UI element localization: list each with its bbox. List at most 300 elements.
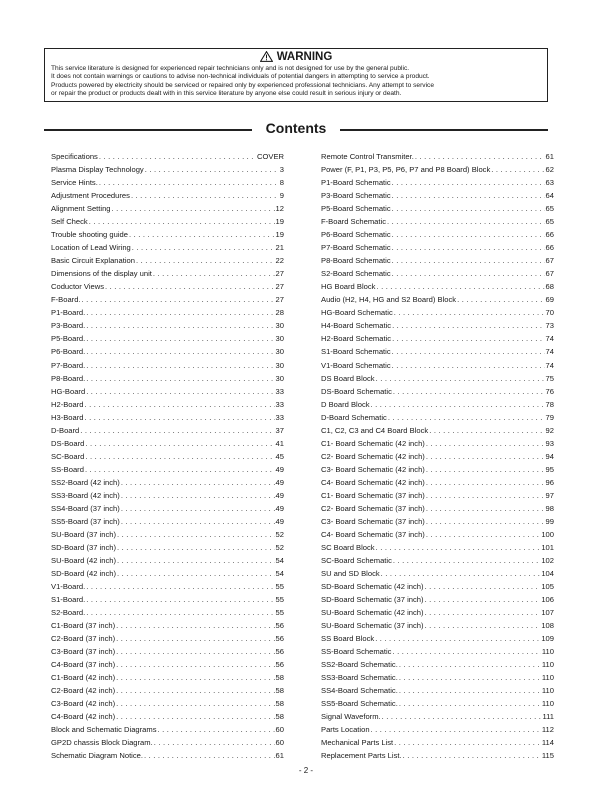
page-number: - 2 -: [298, 766, 314, 775]
toc-entry[interactable]: [51, 398, 284, 411]
toc-entry[interactable]: [321, 723, 554, 736]
toc-entry-title: Specifications: [51, 152, 98, 161]
toc-dot-leader: [426, 502, 545, 515]
toc-entry-page: 92: [545, 425, 554, 435]
toc-entry[interactable]: [51, 241, 284, 254]
toc-entry[interactable]: [321, 345, 554, 358]
toc-entry-title: V1-Board.: [51, 582, 86, 592]
toc-entry-title: C3-Board (42 inch): [51, 699, 116, 709]
toc-entry[interactable]: [321, 476, 554, 489]
toc-entry-title: C2- Board Schematic (42 inch): [321, 451, 425, 461]
toc-entry-title: S2-Board Schematic: [321, 269, 391, 279]
toc-entry-title: F-Board Schematic: [321, 217, 386, 227]
toc-entry-page: 74: [545, 334, 554, 344]
toc-entry[interactable]: [321, 359, 554, 372]
warning-line: This service literature is designed for experienced repair technicians only and is not designed for use by the general public.: [51, 65, 410, 72]
toc-entry-title: Remote Control Transmiter.: [321, 152, 414, 161]
toc-dot-leader: [425, 580, 541, 593]
toc-entry[interactable]: [321, 671, 554, 684]
toc-entry-title: SU and SD Block: [321, 569, 380, 578]
toc-entry-title: SS-Board Schematic: [321, 647, 392, 657]
toc-entry-title: S2-Board.: [51, 608, 86, 618]
toc-dot-leader: [86, 580, 274, 593]
toc-entry[interactable]: [51, 723, 284, 736]
toc-entry[interactable]: [321, 658, 554, 671]
toc-entry[interactable]: [51, 697, 284, 710]
toc-dot-leader: [86, 319, 274, 332]
toc-entry[interactable]: [321, 502, 554, 515]
toc-dot-leader: [85, 411, 275, 424]
toc-dot-leader: [392, 332, 544, 345]
toc-entry-title: SS2-Board (42 inch): [51, 477, 120, 487]
toc-entry[interactable]: [51, 332, 284, 345]
toc-entry[interactable]: [51, 671, 284, 684]
toc-dot-leader: [392, 345, 545, 358]
toc-entry-page: 67: [545, 256, 554, 266]
toc-entry[interactable]: [51, 280, 284, 293]
toc-entry-page: 22: [275, 256, 284, 266]
toc-entry-page: 8: [279, 178, 284, 188]
toc-dot-leader: [392, 189, 545, 202]
toc-entry[interactable]: [51, 658, 284, 671]
warning-triangle-icon: [260, 51, 273, 62]
toc-entry[interactable]: [51, 424, 284, 437]
toc-entry[interactable]: [321, 372, 554, 385]
toc-entry[interactable]: [321, 385, 554, 398]
toc-entry-title: C2-Board (37 inch): [51, 634, 116, 644]
toc-entry[interactable]: [51, 176, 284, 189]
toc-entry-title: SD-Board Schematic (42 inch): [321, 582, 424, 592]
toc-entry[interactable]: [51, 645, 284, 658]
toc-entry-page: 79: [545, 412, 554, 422]
toc-dot-leader: [85, 463, 275, 476]
toc-entry-title: Trouble shooting guide: [51, 230, 128, 240]
toc-dot-leader: [86, 306, 274, 319]
toc-entry-title: C4- Board Schematic (37 inch): [321, 529, 425, 539]
toc-entry[interactable]: [321, 593, 554, 606]
toc-entry[interactable]: [321, 541, 554, 554]
toc-entry-page: 61: [275, 751, 284, 761]
toc-entry[interactable]: [321, 632, 554, 645]
toc-entry[interactable]: [51, 502, 284, 515]
toc-entry[interactable]: [321, 280, 554, 293]
toc-entry[interactable]: [321, 619, 554, 632]
toc-entry-page: 67: [545, 269, 554, 279]
toc-entry-page: 56: [275, 647, 284, 657]
toc-entry[interactable]: [51, 437, 284, 450]
toc-entry[interactable]: [321, 489, 554, 502]
toc-entry[interactable]: [51, 554, 284, 567]
toc-dot-leader: [392, 228, 545, 241]
toc-entry-page: 52: [275, 542, 284, 552]
toc-entry-page: 30: [275, 347, 284, 357]
toc-entry[interactable]: [51, 306, 284, 319]
toc-entry[interactable]: [51, 450, 284, 463]
toc-entry[interactable]: [321, 293, 554, 306]
toc-entry-page: 112: [541, 725, 554, 735]
toc-entry-page: 30: [275, 373, 284, 383]
toc-entry[interactable]: [321, 398, 554, 411]
toc-dot-leader: [116, 645, 274, 658]
toc-entry-title: C3-Board (37 inch): [51, 647, 116, 657]
toc-entry-title: Mechanical Parts List: [321, 738, 394, 748]
toc-entry[interactable]: [321, 215, 554, 228]
toc-entry-page: 27: [275, 269, 284, 279]
toc-entry-title: Audio (H2, H4, HG and S2 Board) Block: [321, 295, 457, 305]
toc-dot-leader: [99, 150, 256, 163]
toc-entry-page: 107: [541, 608, 554, 618]
toc-dot-leader: [371, 723, 541, 736]
toc-entry[interactable]: [51, 528, 284, 541]
toc-entry[interactable]: [51, 189, 284, 202]
toc-dot-leader: [116, 684, 274, 697]
toc-entry-title: P7-Board.: [51, 360, 86, 370]
toc-entry-page: 68: [545, 282, 554, 292]
toc-entry-title: Replacement Parts List.: [321, 751, 402, 761]
toc-entry[interactable]: [51, 567, 284, 580]
toc-entry-title: SC-Board Schematic: [321, 555, 392, 565]
toc-dot-leader: [86, 372, 274, 385]
toc-entry-title: SC-Board: [51, 451, 85, 461]
toc-entry[interactable]: [321, 254, 554, 267]
toc-entry-title: C2-Board (42 inch): [51, 686, 116, 696]
toc-dot-leader: [399, 658, 541, 671]
toc-entry[interactable]: [321, 710, 554, 723]
toc-entry[interactable]: [51, 202, 284, 215]
toc-entry[interactable]: [51, 684, 284, 697]
toc-entry-title: Parts Location: [321, 725, 370, 735]
toc-entry-page: 30: [275, 360, 284, 370]
toc-dot-leader: [426, 489, 545, 502]
toc-entry[interactable]: [51, 541, 284, 554]
toc-entry-page: 109: [541, 634, 554, 644]
warning-line: Products powered by electricity should be serviced or repaired only by experienced professional technicians. Any attempt to service: [51, 81, 435, 89]
toc-entry-title: SS-Board: [51, 464, 84, 474]
toc-dot-leader: [392, 202, 545, 215]
toc-entry[interactable]: [51, 163, 284, 176]
toc-entry-title: Self Check: [51, 217, 88, 227]
toc-entry-title: DS-Board: [51, 438, 85, 448]
toc-dot-leader: [394, 736, 541, 749]
toc-entry[interactable]: [51, 319, 284, 332]
toc-entry-title: Schematic Diagram Notice.: [51, 751, 144, 761]
toc-entry-title: Coductor Views: [51, 282, 105, 292]
toc-entry-title: Alignment Setting: [51, 204, 111, 214]
toc-entry-page: 69: [545, 295, 554, 305]
toc-dot-leader: [145, 163, 279, 176]
toc-dot-leader: [392, 319, 544, 332]
toc-entry-page: 106: [541, 595, 554, 605]
toc-entry-title: H4-Board Schematic: [321, 321, 392, 331]
toc-entry-page: 9: [279, 191, 284, 201]
toc-right-column: [321, 150, 554, 762]
toc-entry-page: 73: [545, 321, 554, 331]
toc-entry-title: C2- Board Schematic (37 inch): [321, 503, 425, 513]
toc-dot-leader: [415, 150, 545, 163]
toc-entry[interactable]: [321, 241, 554, 254]
toc-entry-page: 54: [275, 555, 284, 565]
toc-entry-page: 115: [541, 751, 554, 761]
toc-entry-page: 56: [275, 660, 284, 670]
toc-entry-page: 49: [275, 477, 284, 487]
toc-entry[interactable]: [51, 515, 284, 528]
toc-entry[interactable]: [321, 554, 554, 567]
toc-entry[interactable]: [321, 332, 554, 345]
toc-entry[interactable]: [51, 632, 284, 645]
toc-entry-title: P5-Board Schematic: [321, 204, 391, 214]
toc-dot-leader: [387, 215, 545, 228]
toc-entry-title: H2-Board Schematic: [321, 334, 392, 344]
toc-entry-page: 58: [275, 699, 284, 709]
toc-dot-leader: [392, 359, 545, 372]
toc-dot-leader: [376, 372, 545, 385]
toc-dot-leader: [132, 241, 275, 254]
toc-entry-page: 45: [275, 451, 284, 461]
contents-header: [44, 118, 548, 138]
toc-entry[interactable]: [321, 450, 554, 463]
toc-entry-title: P6-Board.: [51, 347, 86, 357]
toc-entry-page: 60: [275, 738, 284, 748]
toc-entry[interactable]: [321, 163, 554, 176]
toc-entry[interactable]: [51, 254, 284, 267]
warning-line: or repair the product or products dealt with in this service literature by anyone else could result in serious injury or death.: [51, 89, 402, 97]
toc-dot-leader: [129, 228, 275, 241]
toc-entry[interactable]: [321, 580, 554, 593]
toc-entry[interactable]: [321, 150, 554, 163]
warning-title: WARNING: [276, 51, 333, 63]
toc-entry-title: HG Board Block: [321, 282, 376, 292]
toc-entry-page: 66: [545, 230, 554, 240]
toc-entry-page: 49: [275, 503, 284, 513]
toc-left-column: [51, 150, 284, 762]
toc-entry[interactable]: [321, 528, 554, 541]
toc-entry-title: SD-Board (37 inch): [51, 542, 116, 552]
toc-entry-page: 33: [275, 386, 284, 396]
toc-entry-title: Service Hints.: [51, 178, 98, 188]
toc-entry-title: DS Board Block: [321, 373, 375, 383]
toc-entry[interactable]: [51, 228, 284, 241]
toc-entry-page: 65: [545, 204, 554, 214]
toc-entry[interactable]: [51, 593, 284, 606]
toc-entry-page: 58: [275, 712, 284, 722]
toc-entry[interactable]: [51, 606, 284, 619]
warning-heading: [51, 51, 541, 64]
toc-entry[interactable]: [51, 710, 284, 723]
toc-dot-leader: [392, 241, 545, 254]
toc-entry-title: D-Board Schematic: [321, 412, 387, 422]
toc-dot-leader: [105, 280, 275, 293]
toc-entry[interactable]: [51, 749, 284, 762]
toc-entry[interactable]: [51, 345, 284, 358]
toc-entry-title: HG-Board Schematic: [321, 308, 393, 318]
toc-entry-page: 78: [545, 399, 554, 409]
toc-entry[interactable]: [51, 619, 284, 632]
toc-entry-title: SD-Board (42 inch): [51, 569, 116, 578]
toc-entry-title: SS5-Board Schematic.: [321, 699, 398, 709]
toc-entry-page: 3: [279, 165, 284, 175]
toc-entry[interactable]: [51, 580, 284, 593]
toc-dot-leader: [426, 450, 545, 463]
toc-entry[interactable]: [321, 176, 554, 189]
toc-entry-title: SD-Board Schematic (37 inch): [321, 595, 424, 605]
toc-entry-title: DS-Board Schematic: [321, 386, 392, 396]
toc-entry[interactable]: [321, 567, 554, 580]
toc-entry-page: 54: [275, 569, 284, 578]
toc-dot-leader: [376, 280, 544, 293]
toc-entry[interactable]: [321, 515, 554, 528]
toc-dot-leader: [121, 489, 275, 502]
toc-entry[interactable]: [51, 215, 284, 228]
toc-entry-page: 55: [275, 595, 284, 605]
toc-entry[interactable]: [321, 463, 554, 476]
toc-entry-title: C1-Board (42 inch): [51, 673, 116, 683]
toc-entry-title: C4-Board (37 inch): [51, 660, 116, 670]
toc-entry[interactable]: [321, 437, 554, 450]
toc-entry[interactable]: [321, 645, 554, 658]
toc-entry-page: 55: [275, 608, 284, 618]
toc-entry-title: S1-Board Schematic: [321, 347, 391, 357]
toc-entry-title: P1-Board Schematic: [321, 178, 391, 188]
toc-dot-leader: [394, 306, 545, 319]
toc-dot-leader: [117, 528, 275, 541]
toc-entry-title: GP2D chassis Block Diagram.: [51, 738, 153, 748]
toc-dot-leader: [116, 697, 274, 710]
toc-entry[interactable]: [321, 411, 554, 424]
toc-entry[interactable]: [321, 267, 554, 280]
toc-entry[interactable]: [51, 372, 284, 385]
toc-entry-title: SS3-Board Schematic.: [321, 673, 398, 683]
toc-entry-page: 21: [275, 243, 284, 253]
toc-entry-page: 27: [275, 282, 284, 292]
toc-entry-page: 19: [275, 217, 284, 227]
toc-dot-leader: [121, 515, 275, 528]
toc-dot-leader: [99, 176, 279, 189]
toc-dot-leader: [392, 267, 545, 280]
toc-entry[interactable]: [321, 684, 554, 697]
toc-entry-page: COVER: [256, 152, 284, 161]
toc-entry[interactable]: [321, 319, 554, 332]
toc-entry-title: P1-Board.: [51, 308, 86, 318]
toc-entry-title: Adjustment Procedures: [51, 191, 130, 201]
toc-entry-title: Block and Schematic Diagrams: [51, 725, 157, 735]
toc-entry-page: 12: [275, 204, 284, 214]
toc-dot-leader: [121, 502, 275, 515]
toc-entry-title: D-Board: [51, 425, 80, 435]
toc-dot-leader: [154, 736, 275, 749]
toc-entry-title: SU-Board (37 inch): [51, 529, 116, 539]
toc-entry-title: P3-Board Schematic: [321, 191, 391, 201]
toc-entry[interactable]: [321, 606, 554, 619]
toc-dot-leader: [388, 411, 545, 424]
toc-dot-leader: [112, 202, 275, 215]
toc-entry-title: C4-Board (42 inch): [51, 712, 116, 722]
toc-entry-page: 111: [542, 712, 554, 722]
warning-line: It does not contain warnings or cautions to advise non-technical individuals of potential dangers in attempting to service a product.: [51, 73, 430, 81]
toc-dot-leader: [116, 710, 274, 723]
toc-entry-page: 74: [545, 347, 554, 357]
toc-entry-title: C1- Board Schematic (37 inch): [321, 490, 425, 500]
toc-entry[interactable]: [51, 385, 284, 398]
toc-entry[interactable]: [51, 463, 284, 476]
warning-box: [44, 48, 548, 102]
toc-entry-page: 64: [545, 191, 554, 201]
toc-entry[interactable]: [321, 697, 554, 710]
toc-entry-page: 33: [275, 412, 284, 422]
toc-dot-leader: [393, 385, 545, 398]
toc-dot-leader: [86, 345, 274, 358]
toc-entry-page: 93: [545, 438, 554, 448]
toc-entry[interactable]: [321, 189, 554, 202]
toc-dot-leader: [399, 697, 541, 710]
toc-dot-leader: [85, 450, 274, 463]
toc-entry[interactable]: [321, 202, 554, 215]
toc-dot-leader: [86, 332, 274, 345]
toc-dot-leader: [399, 671, 541, 684]
toc-entry[interactable]: [51, 359, 284, 372]
toc-entry[interactable]: [51, 489, 284, 502]
toc-dot-leader: [86, 359, 274, 372]
toc-entry-page: 49: [275, 516, 284, 526]
toc-entry-page: 55: [275, 582, 284, 592]
toc-entry-title: SS5-Board (37 inch): [51, 516, 120, 526]
toc-dot-leader: [116, 619, 274, 632]
toc-entry-title: SS3-Board (42 inch): [51, 490, 120, 500]
toc-entry-page: 33: [275, 399, 284, 409]
toc-dot-leader: [117, 554, 275, 567]
toc-dot-leader: [136, 254, 275, 267]
toc-entry-page: 104: [541, 569, 554, 578]
toc-entry[interactable]: [51, 293, 284, 306]
toc-entry-title: SU-Board (42 inch): [51, 555, 116, 565]
toc-dot-leader: [393, 554, 540, 567]
toc-entry-page: 101: [541, 542, 554, 552]
toc-dot-leader: [116, 658, 274, 671]
toc-entry-title: P3-Board.: [51, 321, 86, 331]
toc-entry[interactable]: [51, 736, 284, 749]
toc-entry-title: SU-Board Schematic (37 inch): [321, 621, 424, 631]
toc-entry-title: Dimensions of the display unit: [51, 269, 152, 279]
toc-entry-page: 76: [545, 386, 554, 396]
toc-dot-leader: [85, 398, 275, 411]
toc-entry[interactable]: [51, 411, 284, 424]
toc-entry-title: V1-Board Schematic: [321, 360, 391, 370]
toc-entry[interactable]: [51, 267, 284, 280]
toc-dot-leader: [392, 254, 545, 267]
toc-entry[interactable]: [321, 424, 554, 437]
toc-dot-leader: [426, 437, 545, 450]
toc-entry[interactable]: [321, 749, 554, 762]
toc-entry[interactable]: [51, 476, 284, 489]
toc-entry-title: P6-Board Schematic: [321, 230, 391, 240]
toc-entry-title: Signal Waveform.: [321, 712, 381, 722]
toc-entry-title: Power (F, P1, P3, P5, P6, P7 and P8 Board) Block: [321, 165, 491, 175]
toc-entry-page: 110: [541, 647, 554, 657]
toc-entry-title: C4- Board Schematic (42 inch): [321, 477, 425, 487]
toc-entry[interactable]: [321, 228, 554, 241]
toc-dot-leader: [426, 463, 545, 476]
toc-dot-leader: [425, 593, 541, 606]
toc-entry[interactable]: [321, 736, 554, 749]
toc-entry-page: 49: [275, 490, 284, 500]
toc-entry-page: 102: [541, 555, 554, 565]
toc-dot-leader: [158, 723, 275, 736]
toc-dot-leader: [403, 749, 541, 762]
toc-entry-page: 56: [275, 634, 284, 644]
toc-entry[interactable]: [321, 306, 554, 319]
toc-dot-leader: [131, 189, 279, 202]
toc-entry-page: 62: [545, 165, 554, 175]
toc-entry[interactable]: [51, 150, 284, 163]
